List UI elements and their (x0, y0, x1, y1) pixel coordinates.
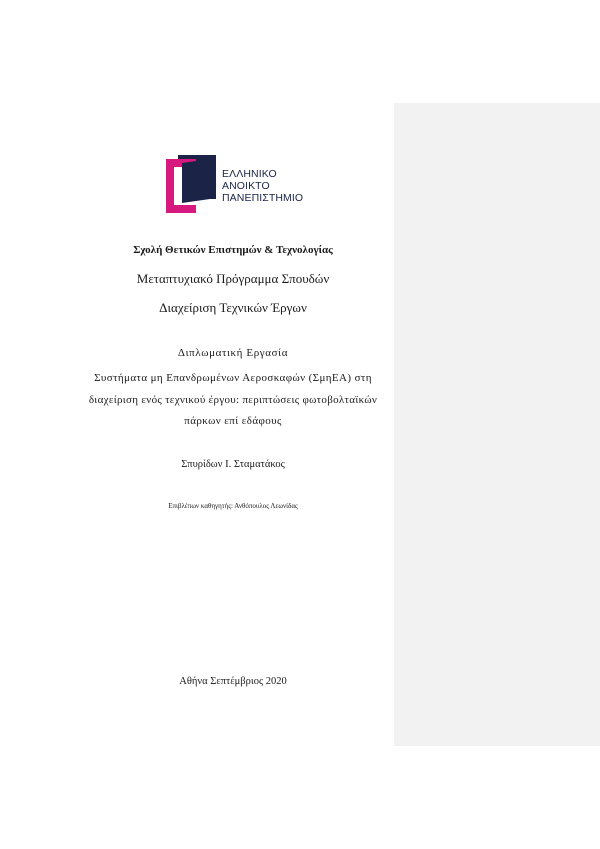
side-panel (394, 103, 600, 746)
author-name: Σπυρίδων Ι. Σταματάκος (181, 459, 285, 470)
logo-line-3: ΠΑΝΕΠΙΣΤΗΜΙΟ (222, 192, 304, 204)
place-date: Αθήνα Σεπτέμβριος 2020 (179, 676, 287, 687)
cover-content (60, 0, 406, 849)
logo-wordmark (222, 168, 303, 204)
school-name: Σχολή Θετικών Επιστημών & Τεχνολογίας (133, 244, 333, 256)
thesis-title-line-3: πάρκων επί εδάφους (184, 415, 282, 427)
specialty-name: Διαχείριση Τεχνικών Έργων (159, 300, 307, 315)
thesis-title-line-1: Συστήματα μη Επανδρωμένων Αεροσκαφών (ΣμηΕΑ) στη (94, 372, 372, 384)
program-name: Μεταπτυχιακό Πρόγραμμα Σπουδών (136, 271, 330, 286)
thesis-type: Διπλωματική Εργασία (177, 347, 289, 359)
supervisor: Επιβλέπων καθηγητής: Ανθόπουλος Λεωνίδας (168, 502, 298, 510)
logo-mark-icon (166, 155, 218, 213)
university-logo (166, 155, 326, 213)
logo-line-1: ΕΛΛΗΝΙΚΟ (222, 168, 277, 180)
thesis-title-line-2: διαχείριση ενός τεχνικού έργου: περιπτώσεις φωτοβολταϊκών (88, 394, 378, 406)
logo-line-2: ΑΝΟΙΚΤΟ (222, 180, 270, 192)
